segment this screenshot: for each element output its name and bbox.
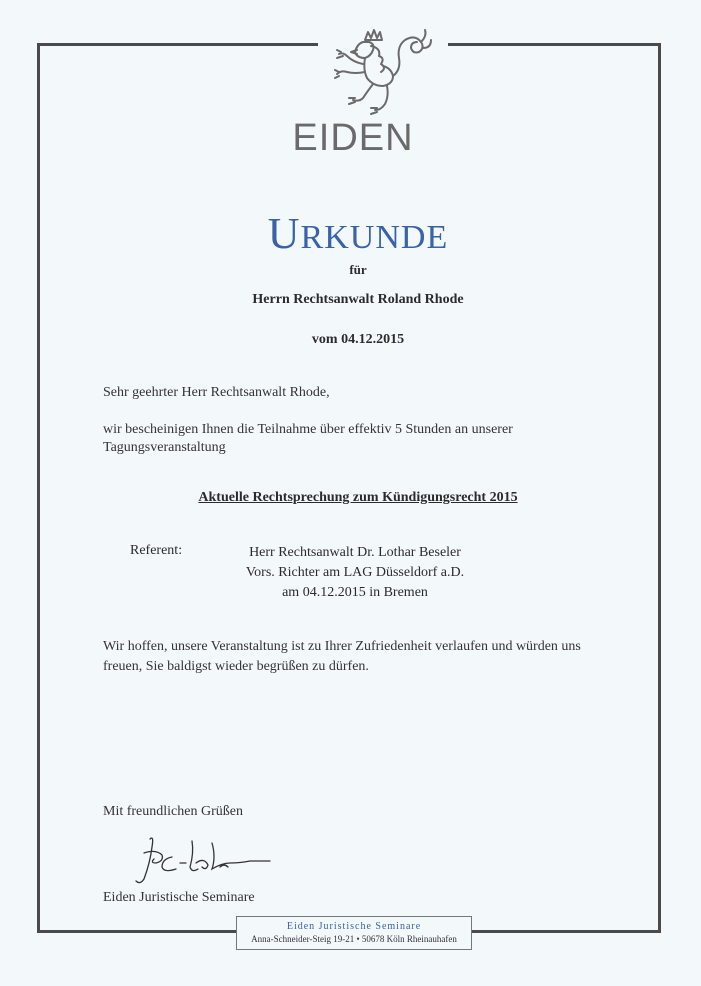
recipient-name: Herrn Rechtsanwalt Roland Rhode [252, 292, 464, 307]
referent-position: Vors. Richter am LAG Düsseldorf a.D. [245, 565, 465, 580]
document-title [0, 210, 701, 262]
fuer-label: für [349, 262, 367, 277]
footer-company: Eiden Juristische Seminare [286, 921, 422, 932]
referent-label: Referent: [130, 543, 183, 558]
closing-paragraph: Wir hoffen, unsere Veranstaltung ist zu Ihrer Zufriedenheit verlaufen und würden uns freuen, Sie baldigst wieder begrüßen zu dürfen. [103, 639, 581, 674]
attendance-statement: wir bescheinigen Ihnen die Teilnahme über effektiv 5 Stunden an unserer Tagungsveranstaltung [103, 422, 513, 455]
sender-name: Eiden Juristische Seminare [103, 890, 255, 905]
logo-wordmark: EIDEN [292, 117, 414, 159]
footer-address: Anna-Schneider-Steig 19-21 • 50678 Köln Rheinauhafen [251, 934, 457, 944]
closing-greeting: Mit freundlichen Grüßen [103, 804, 243, 819]
course-title: Aktuelle Rechtsprechung zum Kündigungsrecht 2015 [198, 490, 518, 505]
title-initial: U [267, 209, 301, 258]
salutation: Sehr geehrter Herr Rechtsanwalt Rhode, [103, 385, 330, 400]
referent-name: Herr Rechtsanwalt Dr. Lothar Beseler [249, 545, 461, 560]
title-rest: RKUNDE [300, 219, 449, 256]
footer-address-box [236, 916, 472, 950]
referent-details [230, 543, 480, 603]
event-date: vom 04.12.2015 [311, 332, 405, 347]
page-frame [37, 43, 661, 933]
referent-date-place: am 04.12.2015 in Bremen [282, 585, 428, 600]
lion-emblem-icon [327, 26, 432, 118]
signature-image [132, 833, 282, 888]
